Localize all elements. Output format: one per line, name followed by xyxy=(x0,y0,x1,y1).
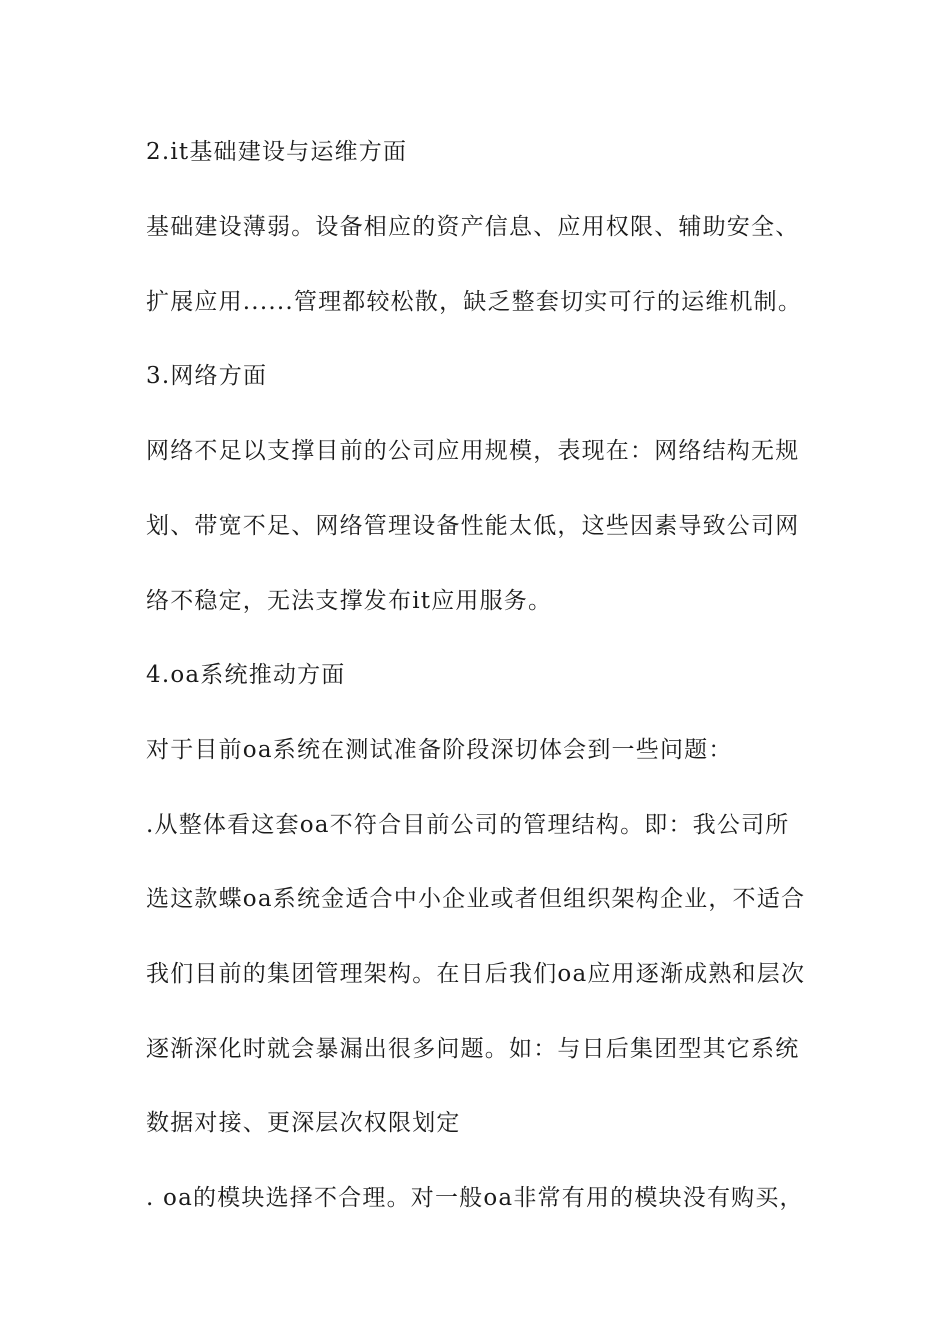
section-heading-network: 3.网络方面 xyxy=(146,363,268,389)
paragraph-line: 对于目前oa系统在测试准备阶段深切体会到一些问题： xyxy=(146,737,733,763)
paragraph-line: 网络不足以支撑目前的公司应用规模，表现在：网络结构无规 xyxy=(146,438,800,464)
paragraph-line: 选这款蝶oa系统金适合中小企业或者但组织架构企业，不适合 xyxy=(146,886,806,912)
list-item-line: . oa的模块选择不合理。对一般oa非常有用的模块没有购买， xyxy=(146,1185,804,1211)
paragraph-line: 数据对接、更深层次权限划定 xyxy=(146,1110,461,1136)
section-heading-it-infrastructure: 2.it基础建设与运维方面 xyxy=(146,139,408,165)
paragraph-line: 划、带宽不足、网络管理设备性能太低，这些因素导致公司网 xyxy=(146,513,800,539)
section-heading-oa-system: 4.oa系统推动方面 xyxy=(146,662,346,688)
paragraph-line: 我们目前的集团管理架构。在日后我们oa应用逐渐成熟和层次 xyxy=(146,961,806,987)
paragraph-line: 扩展应用......管理都较松散，缺乏整套切实可行的运维机制。 xyxy=(146,289,803,315)
paragraph-line: 基础建设薄弱。设备相应的资产信息、应用权限、辅助安全、 xyxy=(146,214,800,240)
paragraph-line: 络不稳定，无法支撑发布it应用服务。 xyxy=(146,588,553,614)
list-item-line: .从整体看这套oa不符合目前公司的管理结构。即：我公司所 xyxy=(146,812,790,838)
paragraph-line: 逐渐深化时就会暴漏出很多问题。如：与日后集团型其它系统 xyxy=(146,1036,800,1062)
